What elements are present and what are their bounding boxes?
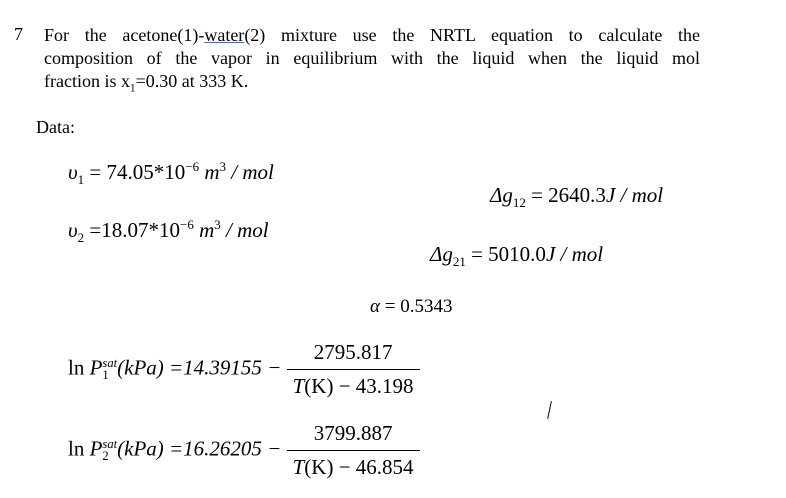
question-line-2: composition of the vapor in equilibrium with the liquid when the liquid mol [44, 48, 700, 68]
equation-g12: $\Delta g_{12} = 2640.3J$ / mol [490, 183, 664, 211]
equation-p1-sat: ln P sat 1 (kPa) =14.39155 − $\frac{2795.817}{T(K) - 43.198}$ [68, 340, 420, 399]
text-cursor [547, 401, 552, 419]
question-number: 7 [14, 24, 23, 44]
equation-g21: $\Delta g_{21} = 5010.0J$ / mol [430, 242, 604, 270]
data-label: Data: [36, 117, 75, 137]
question-line-3: fraction is $x_1=0.30$ at 333 K. [44, 71, 249, 95]
underlined-word: water [204, 25, 245, 45]
equation-v1: $\upsilon_1 = 74.05*10^{-6}$ $m^3$ / mol [68, 159, 274, 188]
fraction-p1: $\frac{2795.817}{T(K) - 43.198}$ [287, 340, 420, 399]
equation-p2-sat: ln P sat 2 (kPa) =16.26205 − $\frac{3799.887}{T(K) - 46.854}$ [68, 421, 420, 480]
equation-v2: $\upsilon_2 =18.07*10^{-6}$ $m^3$ / mol [68, 217, 269, 246]
fraction-p2: $\frac{3799.887}{T(K) - 46.854}$ [287, 421, 420, 480]
equation-alpha: α = 0.5343 [370, 296, 453, 317]
question-line-1: For the acetone(1)-water(2) mixture use the NRTL equation to calculate the [44, 25, 700, 45]
question-text [44, 24, 700, 93]
